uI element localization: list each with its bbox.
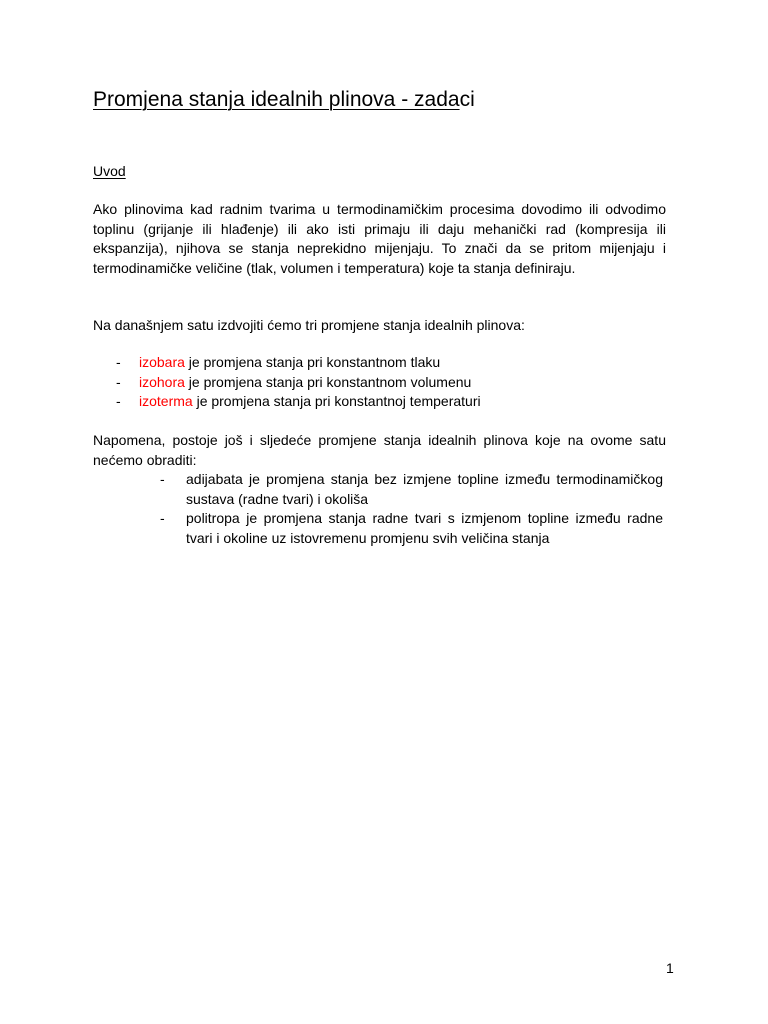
state-changes-list	[116, 353, 676, 412]
list-dash: -	[116, 393, 121, 410]
today-paragraph: Na današnjem satu izdvojiti ćemo tri promjene stanja idealnih plinova:	[93, 317, 525, 333]
list-dash: -	[160, 510, 165, 527]
term-izobara: izobara	[139, 354, 185, 370]
term-izohora: izohora	[139, 373, 185, 390]
intro-paragraph: Ako plinovima kad radnim tvarima u termodinamičkim procesima dovodimo ili odvodimo toplinu (grijanje ili hlađenje) ili ako isti primaju ili daju mehanički rad (kompresija ili ekspanzija), njihova se stanja neprekidno mijenjaju. To znači da se pritom mijenjaju i termodinamičke veličine (tlak, volumen i temperatura) koje ta stanja definiraju.	[93, 201, 666, 276]
document-title	[93, 86, 693, 114]
note-list	[160, 470, 663, 548]
note-item-adijabata	[160, 470, 663, 509]
term-description: je promjena stanja pri konstantnom volumenu	[184, 373, 472, 390]
page-number: 1	[666, 960, 674, 976]
list-item-izohora	[116, 373, 676, 393]
note-item-text: adijabata je promjena stanja bez izmjene topline između termodinamičkog sustava (radne tvari) i okoliša	[186, 471, 663, 507]
term-izoterma: izoterma	[139, 393, 193, 410]
section-heading-uvod: Uvod	[93, 163, 126, 179]
term-description: je promjena stanja pri konstantnoj temperaturi	[192, 393, 481, 410]
list-item-izobara	[116, 353, 676, 373]
list-dash: -	[116, 354, 121, 370]
note-item-politropa	[160, 509, 663, 548]
list-item-izoterma	[116, 392, 676, 412]
note-item-text: politropa je promjena stanja radne tvari s izmjenom topline između radne tvari i okoline uz istovremenu promjenu svih veličina stanja	[186, 510, 663, 546]
note-paragraph: Napomena, postoje još i sljedeće promjene stanja idealnih plinova koje na ovome satu nećemo obraditi:	[93, 432, 666, 468]
list-dash: -	[116, 373, 121, 390]
term-description: je promjena stanja pri konstantnom tlaku	[184, 354, 441, 370]
document-title-underlined: Promjena stanja idealnih plinova - zada	[93, 88, 460, 111]
list-dash: -	[160, 471, 165, 487]
document-title-tail: ci	[459, 88, 475, 111]
